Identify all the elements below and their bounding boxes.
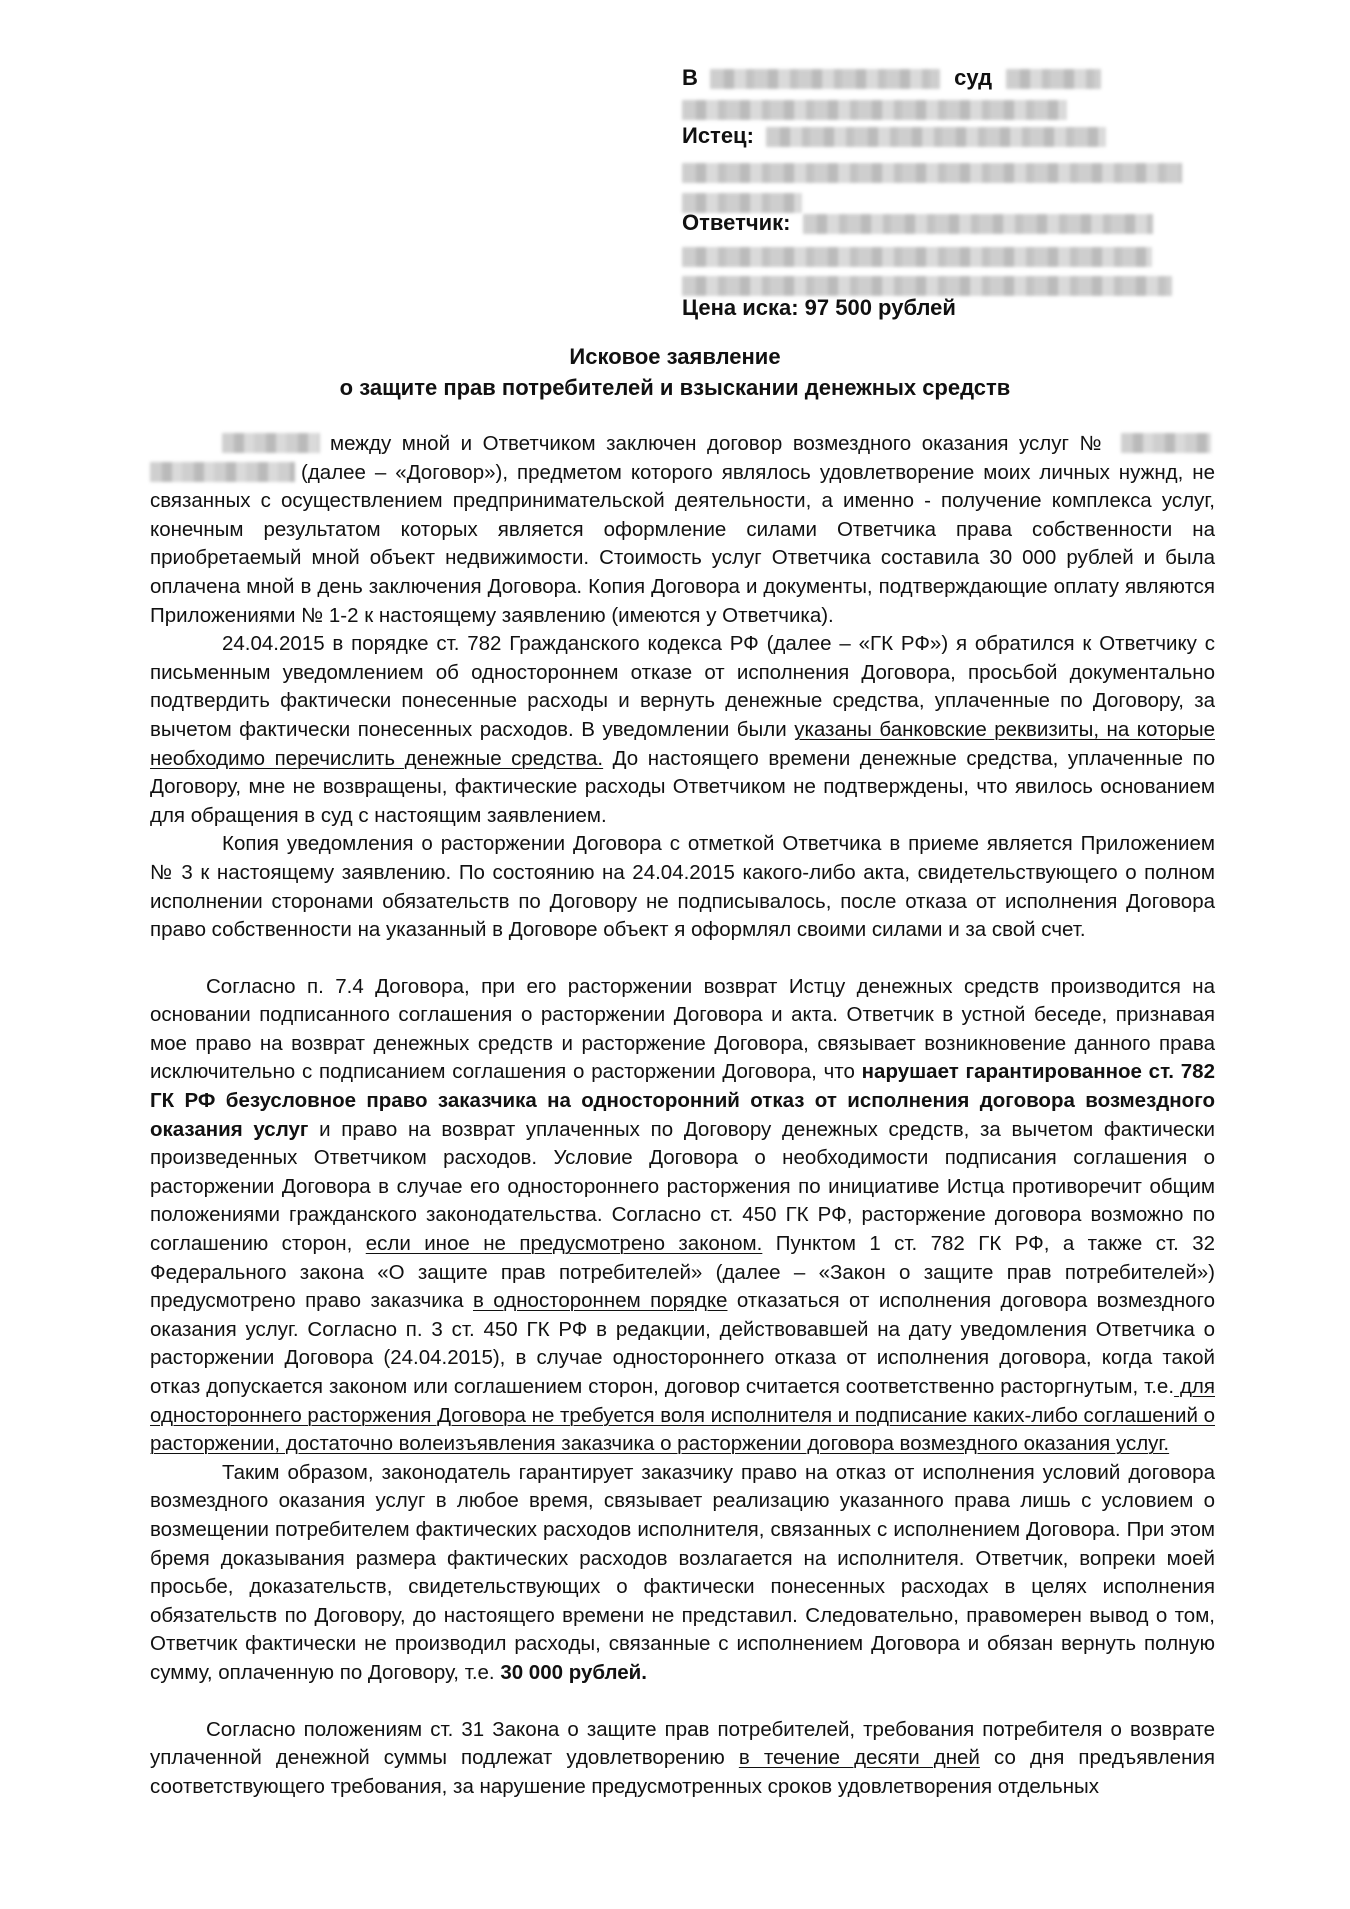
defendant-line [682, 207, 1153, 238]
redacted-contract-number [1121, 433, 1211, 453]
plaintiff-label: Истец: [682, 123, 754, 148]
underlined-unless-law: если иное не предусмотрено законом. [365, 1232, 763, 1256]
redacted-plaintiff-name [766, 127, 1106, 147]
paragraph-1: между мной и Ответчиком заключен договор возмездного оказания услуг № (далее – «Договор»), предметом которого являлось удовлетворение моих личных нужнд, не связанных с осуществлением предпринимательской деятельности, а именно - получение комплекса услуг, конечным результатом которых является оформление силами Ответчика права собственности на приобретаемый мной объект недвижимости. Стоимость услуг Ответчика составила 30 000 рублей и была оплачена мной в день заключения Договора. Копия Договора и документы, подтверждающие оплату являются Приложениями № 1-2 к настоящему заявлению (имеются у Ответчика). [150, 432, 1215, 627]
redacted-defendant-address-1 [682, 247, 1152, 267]
redacted-plaintiff-address-1 [682, 163, 1182, 183]
redacted-contract-number-2 [150, 462, 295, 482]
paragraph-2: 24.04.2015 в порядке ст. 782 Гражданского кодекса РФ (далее – «ГК РФ») я обратился к Ответчику с письменным уведомлением об одностороннем отказе от исполнения Договора, просьбой документально подтвердить фактически понесенные расходы и вернуть денежные средства, уплаченные по Договору, за вычетом фактически понесенных расходов. В уведомлении были указаны банковские реквизиты, на которые необходимо перечислить денежные средства. До настоящего времени денежные средства, уплаченные по Договору, мне не возвращены, фактические расходы Ответчиком не подтверждены, что явилось основанием для обращения в суд с настоящим заявлением. [150, 632, 1215, 827]
paragraph-4: Согласно п. 7.4 Договора, при его расторжении возврат Истцу денежных средств производится на основании подписанного соглашения о расторжении Договора и акта. Ответчик в устной беседе, признавая мое право на возврат денежных средств и расторжение Договора, связывает возникновение данного права исключительно с подписанием соглашения о расторжении Договора, что нарушает гарантированное ст. 782 ГК РФ безусловное право заказчика на односторонний отказ от исполнения договора возмездного оказания услуг и право на возврат уплаченных по Договору денежных средств, за вычетом фактически произведенных Ответчиком расходов. Условие Договора о необходимости подписания соглашения о расторжении Договора в случае его одностороннего расторжения по инициативе Истца противоречит общим положениями гражданского законодательства. Согласно ст. 450 ГК РФ, расторжение договора возможно по соглашению сторон, если иное не предусмотрено законом. Пунктом 1 ст. 782 ГК РФ, а также ст. 32 Федерального закона «О защите прав потребителей» (далее – «Закон о защите прав потребителей») предусмотрено право заказчика в одностороннем порядке отказаться от исполнения договора возмездного оказания услуг. Согласно п. 3 ст. 450 ГК РФ в редакции, действовавшей на дату уведомления Ответчика о расторжении Договора (24.04.2015), в случае одностороннего отказа от исполнения договора, когда такой отказ допускается законом или соглашением сторон, договор считается соответственно расторгнутым, т.е. для одностороннего расторжения Договора не требуется воля исполнителя и подписание каких-либо соглашений о расторжении, достаточно волеизъявления заказчика о расторжении договора возмездного оказания услуг. [150, 974, 1215, 1456]
redacted-court-name [710, 69, 940, 89]
claim-price: Цена иска: 97 500 рублей [682, 295, 956, 320]
paragraph-6: Согласно положениям ст. 31 Закона о защите прав потребителей, требования потребителя о возврате уплаченной денежной суммы подлежат удовлетворению в течение десяти дней со дня предъявления соответствующего требования, за нарушение предусмотренных сроков удовлетворения отдельных [150, 1717, 1215, 1798]
redacted-defendant-name [803, 214, 1153, 234]
redacted-contract-date [222, 433, 320, 453]
redacted-court-location [1006, 69, 1101, 89]
paragraph-3: Копия уведомления о расторжении Договора с отметкой Ответчика в приеме является Приложением № 3 к настоящему заявлению. По состоянию на 24.04.2015 какого-либо акта, свидетельствующего о полном исполнении сторонами обязательств по Договору не подписывалось, после отказа от исполнения Договора право собственности на указанный в Договоре объект я оформлял своими силами и за свой счет. [150, 832, 1215, 942]
court-prefix: В [682, 65, 698, 90]
court-suffix: суд [954, 65, 993, 90]
bold-amount: 30 000 рублей. [500, 1660, 647, 1684]
defendant-label: Ответчик: [682, 210, 791, 235]
underlined-bank-details: указаны банковские реквизиты, на которые необходимо перечислить денежные средства. [150, 717, 1215, 770]
document-title: Исковое заявление [569, 344, 781, 369]
document-subtitle: о защите прав потребителей и взыскании денежных средств [339, 375, 1011, 400]
document-body [150, 430, 1215, 1801]
paragraph-5: Таким образом, законодатель гарантирует заказчику право на отказ от исполнения условий договора возмездного оказания услуг в любое время, связывает реализацию указанного права лишь с условием о возмещении потребителем фактических расходов исполнителя, связанных с исполнением Договора. При этом бремя доказывания размера фактических расходов возлагается на исполнителя. Ответчик, вопреки моей просьбе, доказательств, свидетельствующих о фактически понесенных расходах в целях исполнения обязательств по Договору, до настоящего времени не представил. Следовательно, правомерен вывод о том, Ответчик фактически не производил расходы, связанные с исполнением Договора и обязан вернуть полную сумму, оплаченную по Договору, т.е. 30 000 рублей. [150, 1460, 1215, 1684]
redacted-court-line2 [682, 100, 1067, 120]
underlined-no-consent-needed: для одностороннего расторжения Договора не требуется воля исполнителя и подписание каких-либо соглашений о расторжении, достаточно волеизъявления заказчика о расторжении договора возмездного оказания услуг. [150, 1375, 1215, 1456]
underlined-unilateral: в одностороннем порядке [472, 1289, 728, 1313]
plaintiff-line [682, 120, 1106, 151]
underlined-ten-days: в течение десяти дней [738, 1746, 980, 1770]
court-line [682, 62, 1101, 93]
bold-violation-statement: нарушает гарантированное ст. 782 ГК РФ безусловное право заказчика на односторонний отказ от исполнения договора возмездного оказания услуг [150, 1060, 1215, 1141]
